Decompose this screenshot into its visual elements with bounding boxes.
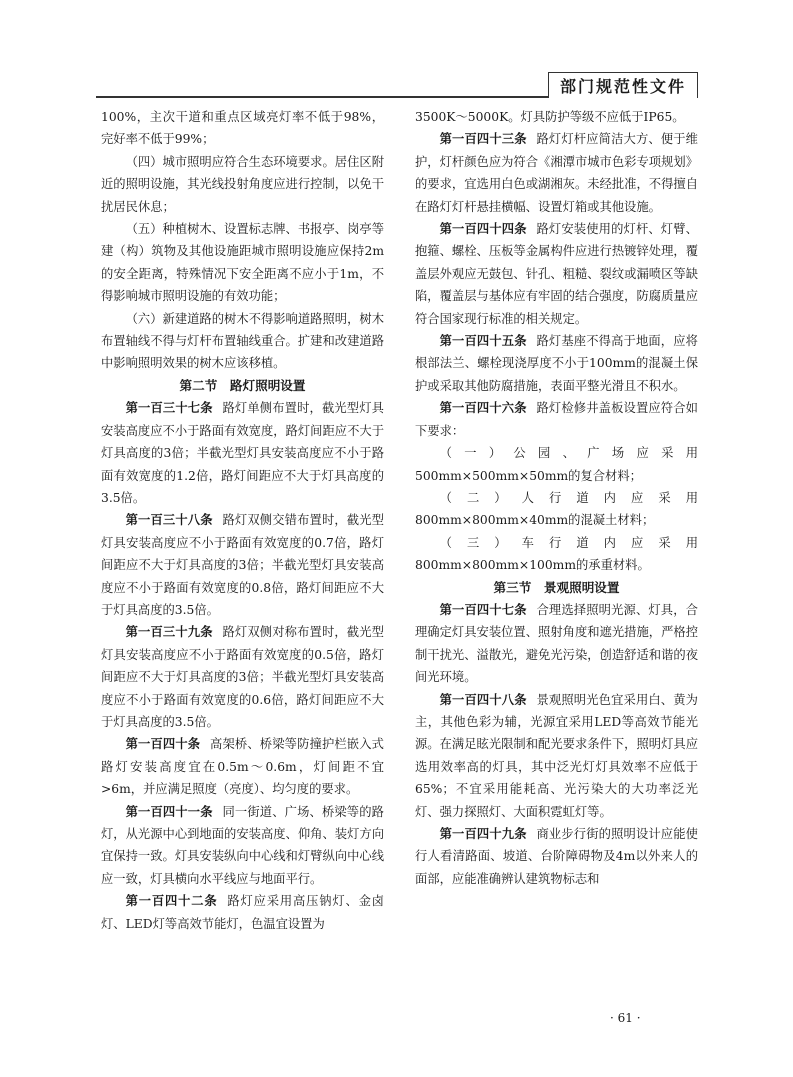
paragraph (101, 621, 384, 733)
paragraph-text: 合理选择照明光源、灯具，合理确定灯具安装位置、照射角度和遮光措施，严格控制干扰光、溢散光，避免光污染，创造舒适和谐的夜间光环境。 (415, 602, 698, 685)
paragraph-text: 路灯应采用高压钠灯、金卤灯、LED灯等高效节能灯，色温宜设置为 (101, 894, 384, 931)
article-number: 第一百三十九条 (125, 625, 213, 640)
paragraph (101, 151, 384, 218)
paragraph-text: 路灯基座不得高于地面，应将根部法兰、螺栓现浇厚度不小于100mm的混凝土保护或采取其他防腐措施，表面平整光滑且不积水。 (415, 334, 698, 393)
paragraph (415, 397, 698, 442)
article-number: 第一百四十九条 (439, 827, 527, 841)
paragraph-text: 路灯单侧布置时，截光型灯具安装高度应不小于路面有效宽度，路灯间距应不大于灯具高度的3倍；半截光型灯具安装高度应不小于路面有效宽度的1.2倍，路灯间距应不大于灯具高度的3.5倍。 (101, 401, 384, 505)
paragraph-text: 路灯安装使用的灯杆、灯臂、抱箍、螺栓、压板等金属构件应进行热镀锌处理，覆盖层外观应无鼓包、针孔、粗糙、裂纹或漏喷区等缺陷，覆盖层与基体应有牢固的结合强度，防腐质量应符合国家现行标准的相关规定。 (415, 222, 698, 326)
article-number: 第一百四十八条 (439, 692, 527, 707)
paragraph-text: （三）车行道内应采用800mm×800mm×100mm的承重材料。 (415, 535, 698, 573)
paragraph-text: 路灯双侧交错布置时，截光型灯具安装高度应不小于路面有效宽度的0.7倍，路灯间距应不大于灯具高度的3倍；半截光型灯具安装高度应不小于路面有效宽度的0.8倍，路灯间距应不大于灯具高度的3.5倍。 (101, 513, 384, 617)
paragraph (101, 890, 384, 935)
paragraph (415, 128, 698, 218)
paragraph (415, 218, 698, 330)
article-number: 第一百三十七条 (125, 401, 213, 416)
paragraph (101, 218, 384, 308)
document-category-badge: 部门规范性文件 (548, 72, 698, 98)
paragraph (101, 733, 384, 800)
paragraph (101, 397, 384, 509)
article-number: 第一百四十二条 (125, 894, 218, 909)
paragraph (415, 599, 698, 689)
paragraph (101, 106, 384, 151)
section-heading: 第三节 景观照明设置 (493, 579, 620, 595)
page-number: · 61 · (610, 1011, 641, 1025)
article-number: 第一百四十一条 (125, 804, 213, 819)
article-number: 第一百四十五条 (439, 334, 527, 349)
paragraph-text: 3500K～5000K。灯具防护等级不应低于IP65。 (415, 110, 685, 124)
article-number: 第一百四十四条 (439, 222, 527, 237)
paragraph-text: （五）种植树木、设置标志牌、书报亭、岗亭等建（构）筑物及其他设施距城市照明设施应保持2m的安全距离，特殊情况下安全距离不应小于1m，不得影响城市照明设施的有效功能； (101, 222, 384, 304)
article-number: 第一百四十三条 (439, 132, 527, 147)
section-heading: 第二节 路灯照明设置 (179, 377, 306, 393)
paragraph-text: 路灯灯杆应简洁大方、便于维护，灯杆颜色应为符合《湘潭市城市色彩专项规划》的要求，宜选用白色或湖湘灰。未经批准，不得擅自在路灯灯杆悬挂横幅、设置灯箱或其他设施。 (415, 132, 698, 214)
paragraph (415, 689, 698, 823)
paragraph-text: 路灯检修井盖板设置应符合如下要求： (415, 401, 698, 438)
paragraph-text: （一）公园、广场应采用500mm×500mm×50mm的复合材料； (415, 446, 698, 483)
paragraph-text: 景观照明光色宜采用白、黄为主，其他色彩为辅，光源宜采用LED等高效节能光源。在满足眩光限制和配光要求条件下，照明灯具应选用效率高的灯具，其中泛光灯灯具效率不应低于65%；不宜采用能耗高、光污染大的大功率泛光灯、强力探照灯、大面积霓虹灯等。 (415, 692, 698, 819)
paragraph-text: 100%，主次干道和重点区域亮灯率不低于98%，完好率不低于99%； (101, 110, 384, 147)
paragraph (415, 823, 698, 890)
paragraph-text: （六）新建道路的树木不得影响道路照明，树木布置轴线不得与灯杆布置轴线重合。扩建和改建道路中影响照明效果的树木应该移植。 (101, 311, 384, 371)
paragraph (415, 532, 698, 577)
article-number: 第一百四十七条 (439, 602, 527, 617)
paragraph (415, 487, 698, 532)
article-number: 第一百四十条 (125, 737, 201, 752)
article-number: 第一百三十八条 (125, 513, 213, 528)
paragraph (415, 330, 698, 397)
paragraph-text: 同一街道、广场、桥梁等的路灯，从光源中心到地面的安装高度、仰角、装灯方向宜保持一致。灯具安装纵向中心线和灯臂纵向中心线应一致，灯具横向水平线应与地面平行。 (101, 804, 384, 886)
paragraph-text: 路灯双侧对称布置时，截光型灯具安装高度应不小于路面有效宽度的0.5倍，路灯间距应不大于灯具高度的3倍；半截光型灯具安装高度应不小于路面有效宽度的0.6倍，路灯间距应不大于灯具高度的3.5倍。 (101, 625, 384, 729)
paragraph-text: （四）城市照明应符合生态环境要求。居住区附近的照明设施，其光线投射角度应进行控制，以免干扰居民休息； (101, 154, 384, 214)
left-column (101, 106, 384, 935)
right-column (415, 106, 698, 890)
paragraph-text: （二）人行道内应采用800mm×800mm×40mm的混凝土材料； (415, 490, 698, 528)
paragraph-text: 高架桥、桥梁等防撞护栏嵌入式路灯安装高度宜在0.5m～0.6m，灯间距不宜>6m，并应满足照度（亮度）、均匀度的要求。 (101, 737, 384, 797)
paragraph-text: 商业步行街的照明设计应能使行人看清路面、坡道、台阶障碍物及4m以外来人的面部，应能准确辨认建筑物标志和 (415, 827, 698, 886)
paragraph (101, 801, 384, 891)
article-number: 第一百四十六条 (439, 401, 527, 416)
paragraph (415, 106, 698, 128)
paragraph (101, 509, 384, 621)
paragraph (415, 442, 698, 487)
paragraph (101, 308, 384, 375)
